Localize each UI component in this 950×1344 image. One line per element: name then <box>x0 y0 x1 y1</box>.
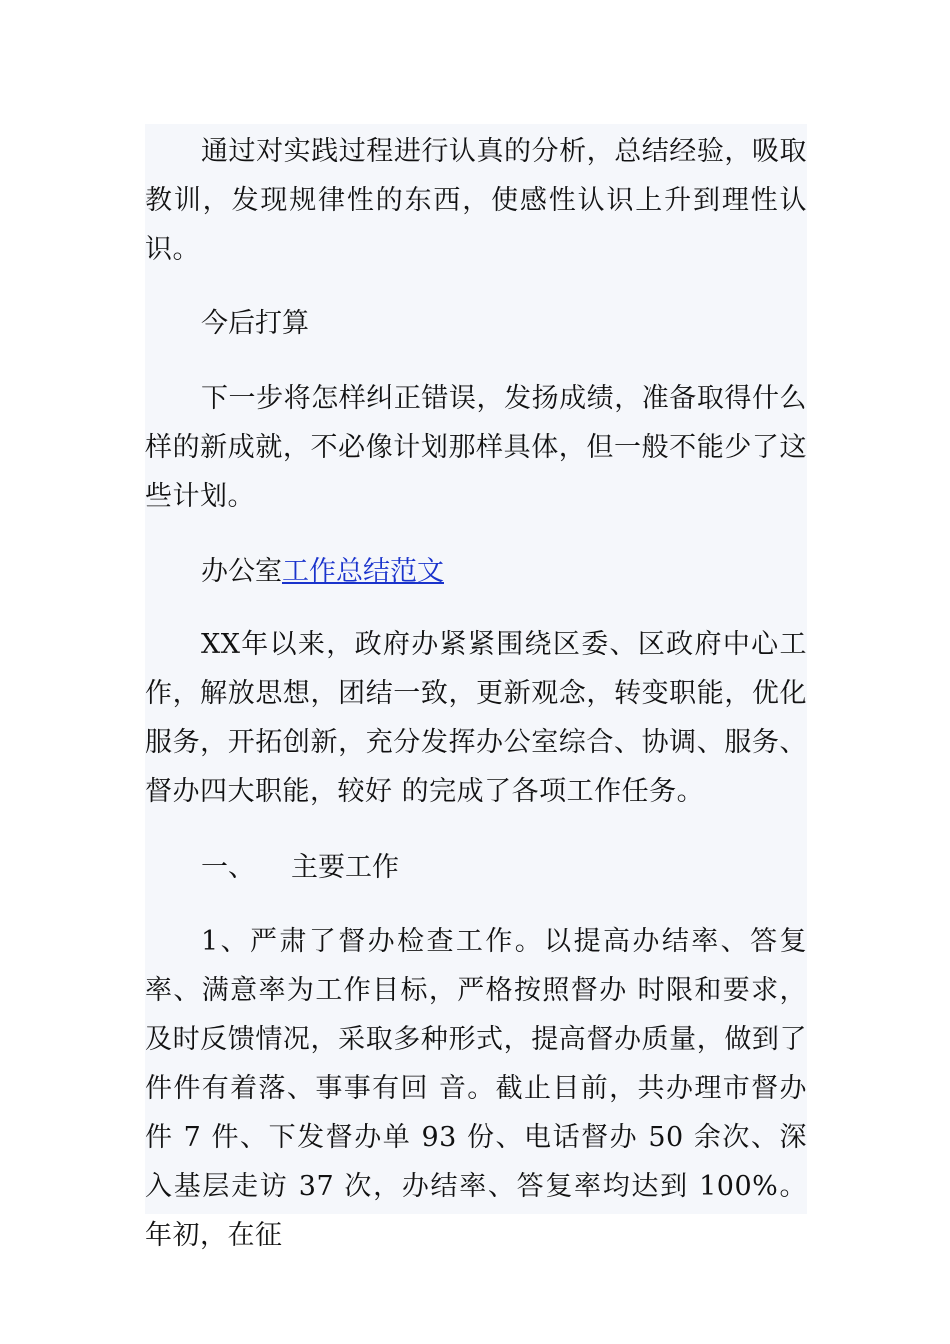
paragraph-next-steps: 下一步将怎样纠正错误，发扬成绩，准备取得什么样的新成就，不必像计划那样具体，但一般不能少了这些计划。 <box>145 383 807 512</box>
heading-future-plans: 今后打算 <box>201 308 309 339</box>
paragraph-intro: XX年以来，政府办紧紧围绕区委、区政府中心工作，解放思想，团结一致，更新观念，转变职能，优化服务，开拓创新，充分发挥办公室综合、协调、服务、督办四大职能，较好 的完成了各项工作任务。 <box>145 629 807 807</box>
section-heading-main-work <box>145 843 807 892</box>
section-number: 一、 <box>201 852 255 883</box>
paragraph-summary: 通过对实践过程进行认真的分析，总结经验，吸取教训，发现规律性的东西，使感性认识上升到理性认识。 <box>145 136 807 265</box>
section-title: 主要工作 <box>291 852 399 883</box>
article-title <box>145 547 807 596</box>
article-title-prefix: 办公室 <box>201 556 282 587</box>
paragraph-supervision: 1、严肃了督办检查工作。以提高办结率、答复率、满意率为工作目标，严格按照督办 时限和要求，及时反馈情况，采取多种形式，提高督办质量，做到了件件有着落、事事有回 音。截止目前，共办理市督办件 7 件、下发督办单 93 份、电话督办 50 余次、深入基层走访 37 次，办结率、答复率均达到 100%。年初，在征 <box>145 926 807 1251</box>
article-title-link[interactable]: 工作总结范文 <box>282 556 444 587</box>
